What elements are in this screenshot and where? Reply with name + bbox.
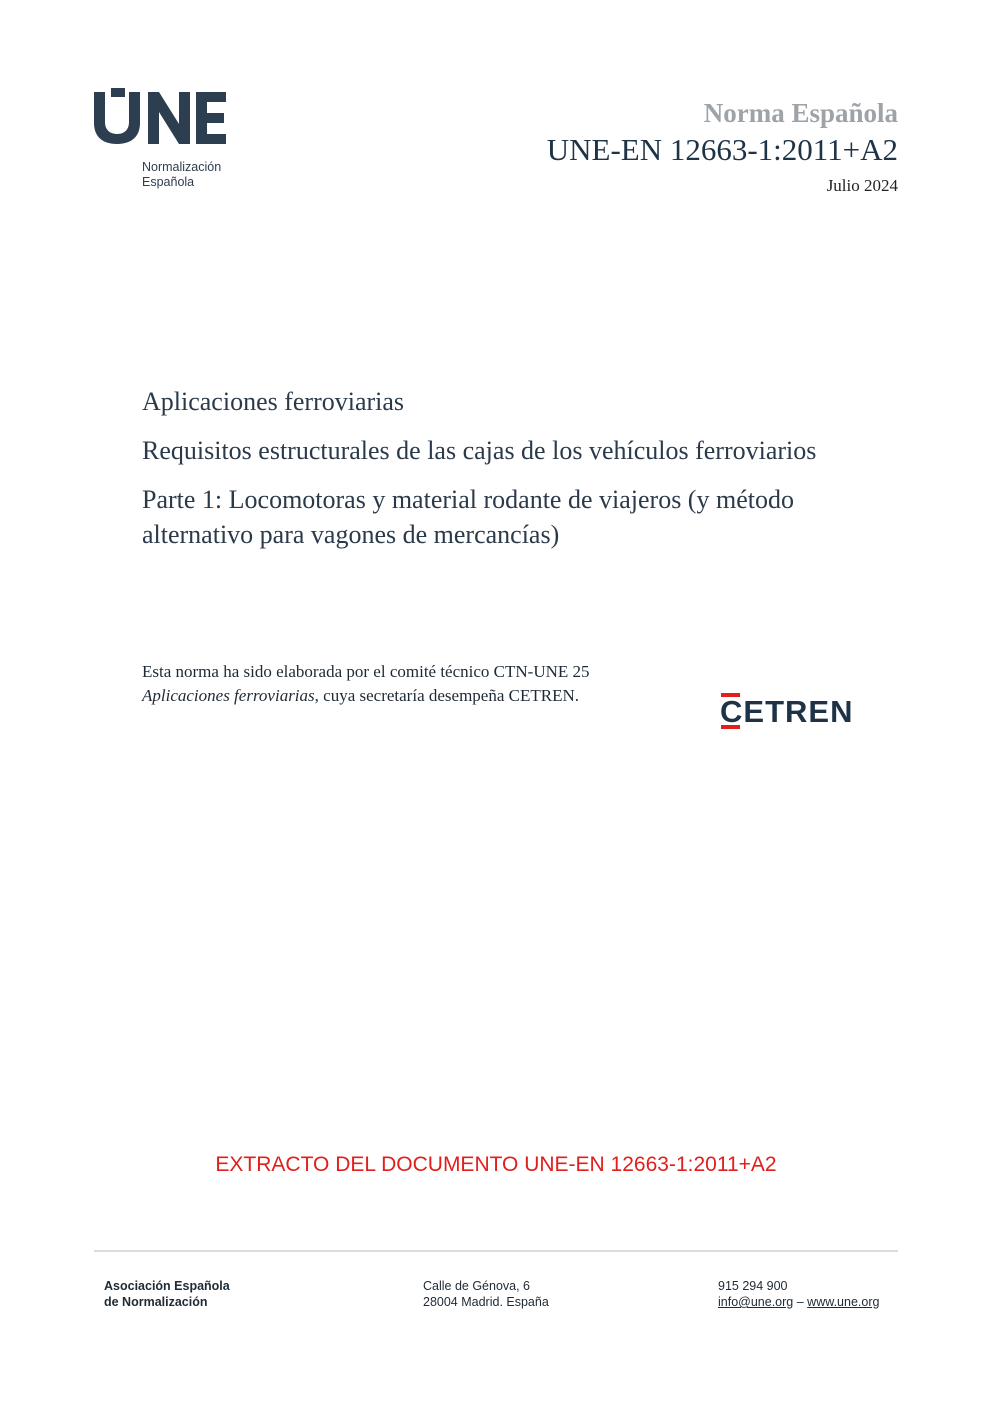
footer-address-line1: Calle de Génova, 6 xyxy=(423,1279,531,1293)
footer-separator: – xyxy=(796,1295,804,1309)
footer-organization xyxy=(104,1278,230,1310)
une-logo-subtitle-line1: Normalización xyxy=(142,160,222,174)
title-line-2: Requisitos estructurales de las cajas de los vehículos ferroviarios xyxy=(142,436,817,465)
footer-links xyxy=(718,1294,879,1310)
footer-address-line2: 28004 Madrid. España xyxy=(423,1295,549,1309)
une-logo-mark xyxy=(92,88,232,146)
footer-contact xyxy=(718,1278,879,1310)
footer-website-link[interactable]: www.une.org xyxy=(807,1295,880,1309)
standard-label: Norma Española xyxy=(703,98,898,128)
footer-address xyxy=(423,1278,549,1310)
committee-statement xyxy=(142,660,662,708)
footer-divider xyxy=(94,1250,898,1252)
une-logo xyxy=(92,88,242,198)
standard-date: Julio 2024 xyxy=(826,176,898,195)
standard-header xyxy=(398,96,898,198)
standard-code: UNE-EN 12663-1:2011+A2 xyxy=(546,132,898,167)
committee-text-after: , cuya secretaría desempeña CETREN. xyxy=(314,686,579,705)
une-logo-subtitle-line2: Española xyxy=(142,175,195,189)
cetren-logo-wordmark: CETREN xyxy=(720,694,854,729)
une-logo-subtitle xyxy=(142,160,221,190)
committee-text-before: Esta norma ha sido elaborada por el comité técnico CTN-UNE 25 xyxy=(142,662,590,681)
extract-notice: EXTRACTO DEL DOCUMENTO UNE-EN 12663-1:2011+A2 xyxy=(215,1153,777,1176)
footer-phone: 915 294 900 xyxy=(718,1279,788,1293)
footer-email-link[interactable]: info@une.org xyxy=(718,1295,794,1309)
cetren-logo xyxy=(720,690,870,732)
committee-name-italic: Aplicaciones ferroviarias xyxy=(142,686,315,705)
footer-org-line2: de Normalización xyxy=(104,1295,208,1309)
title-line-1: Aplicaciones ferroviarias xyxy=(142,387,405,416)
standard-titles xyxy=(142,384,862,566)
footer-org-line1: Asociación Española xyxy=(104,1279,230,1293)
cetren-logo-mark xyxy=(720,690,870,732)
title-line-3: Parte 1: Locomotoras y material rodante de viajeros (y método alternativo para vagones de mercancías) xyxy=(142,485,794,549)
